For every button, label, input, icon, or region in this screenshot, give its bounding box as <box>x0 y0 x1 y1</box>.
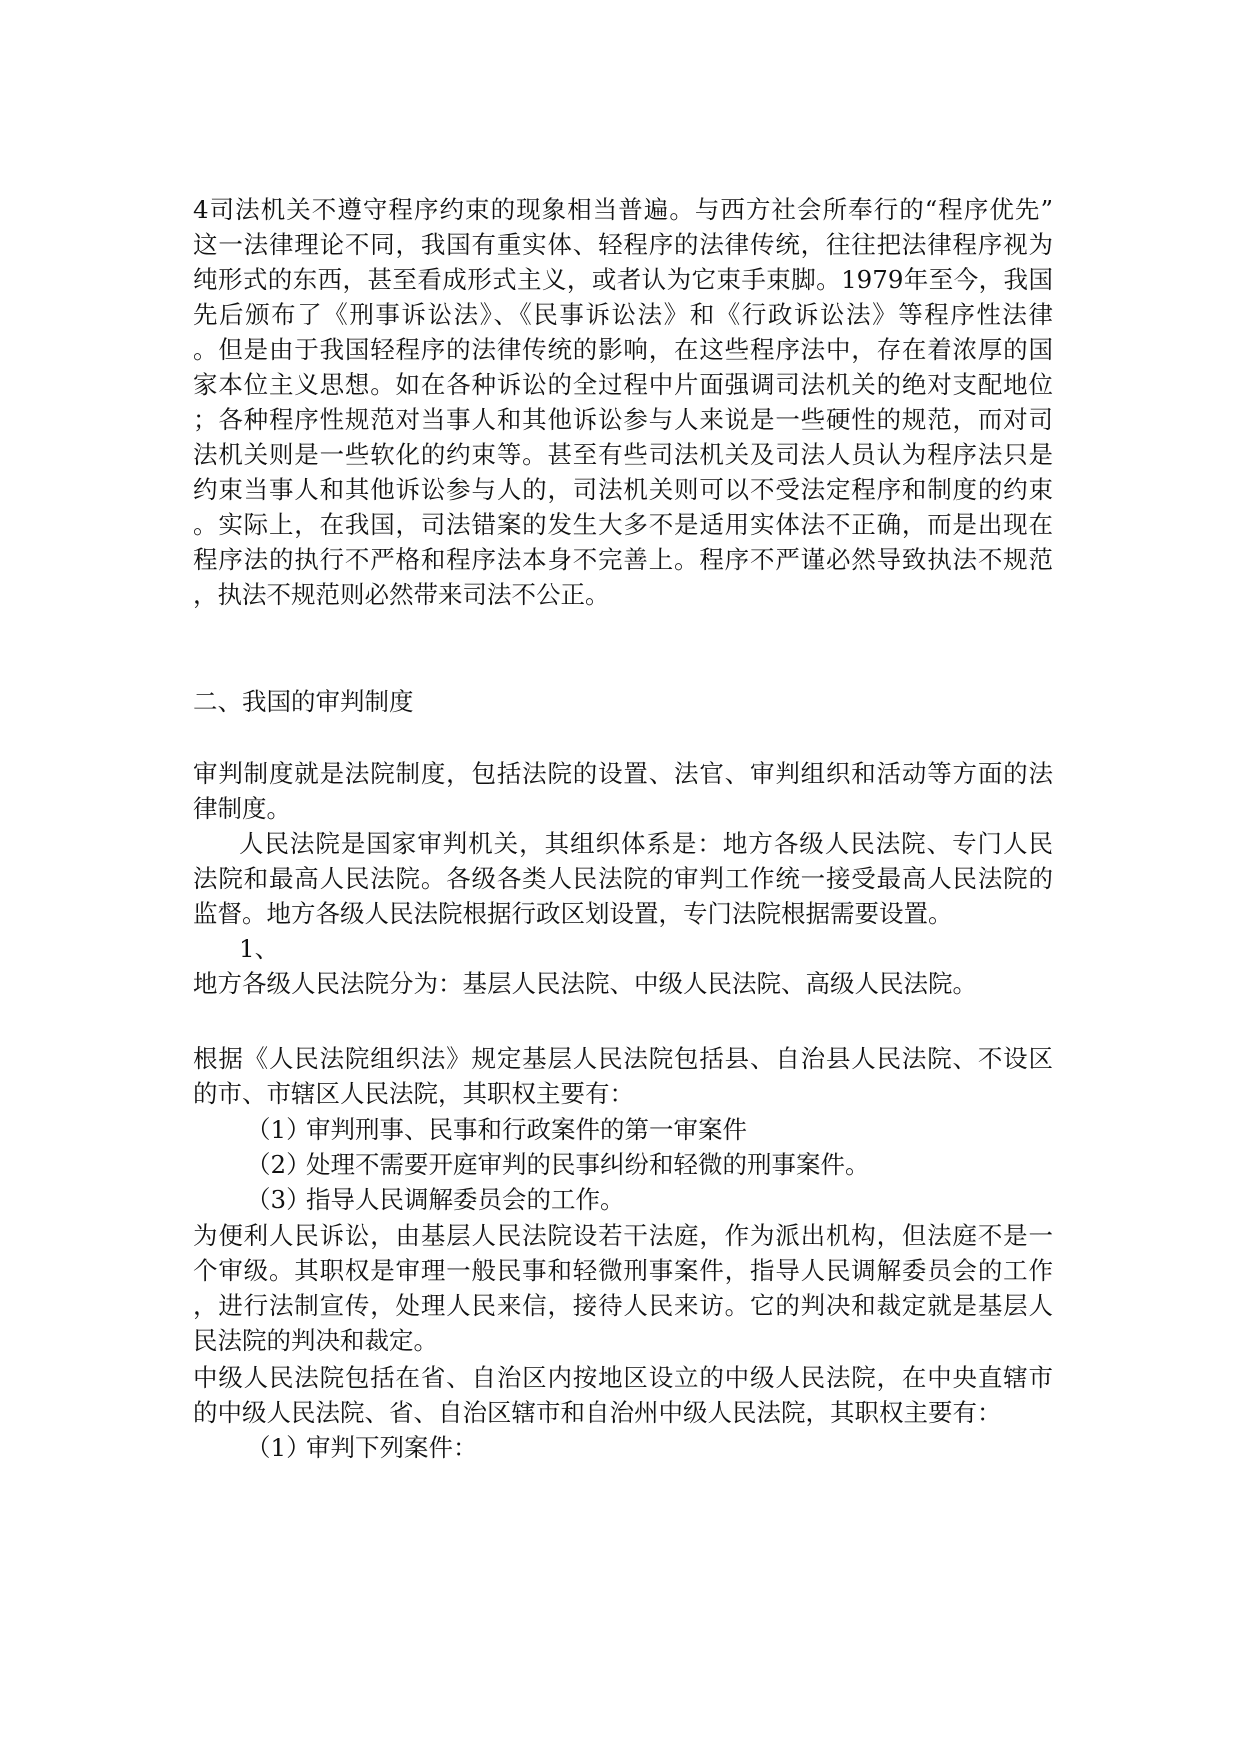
paragraph-line: 根据《人民法院组织法》规定基层人民法院包括县、自治县人民法院、不设区 <box>193 1044 1053 1073</box>
list-item-number: 1、 <box>239 934 280 963</box>
paragraph-line: ，进行法制宣传，处理人民来信，接待人民来访。它的判决和裁定就是基层人 <box>193 1291 1053 1320</box>
paragraph-line: 审判制度就是法院制度，包括法院的设置、法官、审判组织和活动等方面的法 <box>193 759 1053 788</box>
paragraph-line: 这一法律理论不同，我国有重实体、轻程序的法律传统，往往把法律程序视为 <box>193 230 1053 259</box>
list-item-number: （1） <box>246 1115 311 1144</box>
paragraph-line: 程序法的执行不严格和程序法本身不完善上。程序不严谨必然导致执法不规范 <box>193 545 1053 574</box>
paragraph-line: 中级人民法院包括在省、自治区内按地区设立的中级人民法院，在中央直辖市 <box>193 1363 1053 1392</box>
paragraph-line: 监督。地方各级人民法院根据行政区划设置，专门法院根据需要设置。 <box>193 899 953 928</box>
paragraph-line: ，执法不规范则必然带来司法不公正。 <box>193 580 610 609</box>
paragraph-line: 4司法机关不遵守程序约束的现象相当普遍。与西方社会所奉行的“程序优先” <box>193 195 1053 224</box>
paragraph-line: 约束当事人和其他诉讼参与人的，司法机关则可以不受法定程序和制度的约束 <box>193 475 1053 504</box>
paragraph-line: 。但是由于我国轻程序的法律传统的影响，在这些程序法中，存在着浓厚的国 <box>193 335 1053 364</box>
paragraph-line: 民法院的判决和裁定。 <box>193 1326 438 1355</box>
list-item-text: 指导人民调解委员会的工作。 <box>306 1185 625 1214</box>
list-item-text: 处理不需要开庭审判的民事纠纷和轻微的刑事案件。 <box>306 1150 870 1179</box>
paragraph-line: 为便利人民诉讼，由基层人民法院设若干法庭，作为派出机构，但法庭不是一 <box>193 1221 1053 1250</box>
section-heading-text: 二、我国的审判制度 <box>193 687 414 716</box>
paragraph-line: 律制度。 <box>193 794 291 823</box>
paragraph-line: 法机关则是一些软化的约束等。甚至有些司法机关及司法人员认为程序法只是 <box>193 440 1053 469</box>
paragraph-line: 人民法院是国家审判机关，其组织体系是：地方各级人民法院、专门人民 <box>239 829 1053 858</box>
paragraph-line: 的市、市辖区人民法院，其职权主要有： <box>193 1079 634 1108</box>
paragraph-line: 。实际上，在我国，司法错案的发生大多不是适用实体法不正确，而是出现在 <box>193 510 1053 539</box>
paragraph-line: 纯形式的东西，甚至看成形式主义，或者认为它束手束脚。1979年至今，我国 <box>193 265 1053 294</box>
paragraph-line: 的中级人民法院、省、自治区辖市和自治州中级人民法院，其职权主要有： <box>193 1398 1002 1427</box>
paragraph-line: 法院和最高人民法院。各级各类人民法院的审判工作统一接受最高人民法院的 <box>193 864 1053 893</box>
list-item-text: 地方各级人民法院分为：基层人民法院、中级人民法院、高级人民法院。 <box>193 969 977 998</box>
list-item-number: （1） <box>246 1433 311 1462</box>
paragraph-line: 先后颁布了《刑事诉讼法》、《民事诉讼法》和《行政诉讼法》等程序性法律 <box>193 300 1053 329</box>
paragraph-line: 个审级。其职权是审理一般民事和轻微刑事案件，指导人民调解委员会的工作 <box>193 1256 1053 1285</box>
paragraph-line: 家本位主义思想。如在各种诉讼的全过程中片面强调司法机关的绝对支配地位 <box>193 370 1053 399</box>
list-item-text: 审判刑事、民事和行政案件的第一审案件 <box>306 1115 747 1144</box>
list-item-number: （2） <box>246 1150 311 1179</box>
list-item-text: 审判下列案件： <box>306 1433 478 1462</box>
list-item-number: （3） <box>246 1185 311 1214</box>
paragraph-line: ；各种程序性规范对当事人和其他诉讼参与人来说是一些硬性的规范，而对司 <box>193 405 1053 434</box>
